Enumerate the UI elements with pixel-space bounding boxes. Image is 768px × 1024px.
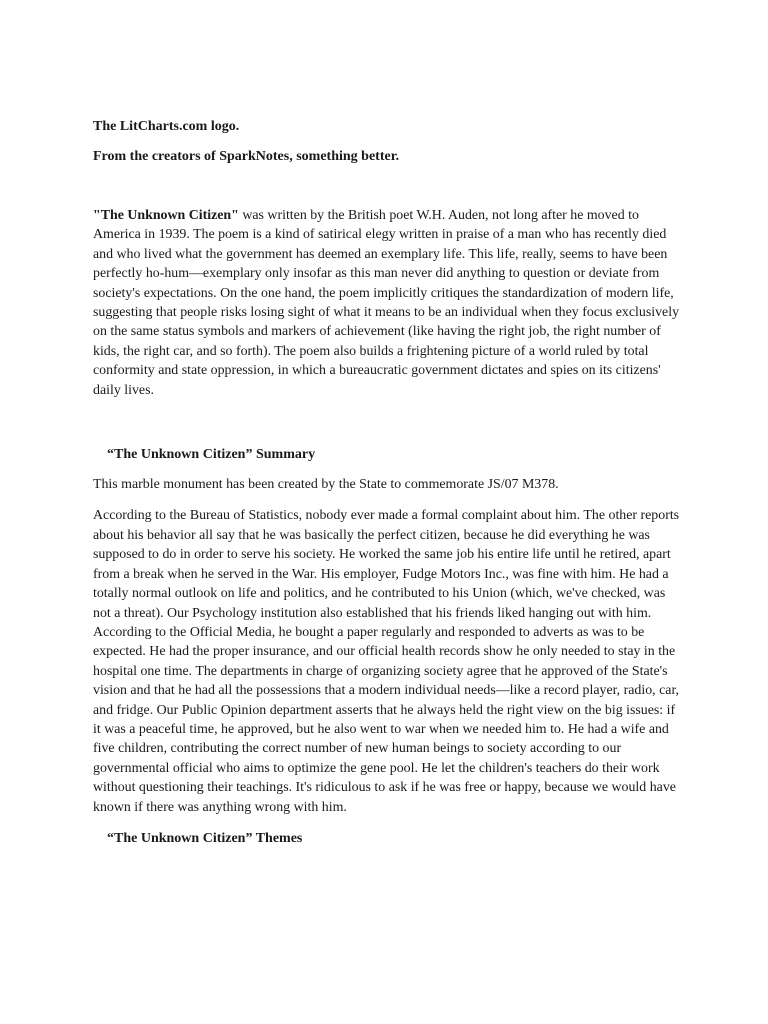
monument-paragraph: This marble monument has been created by the State to commemorate JS/07 M378. bbox=[93, 477, 559, 493]
themes-heading: “The Unknown Citizen” Themes bbox=[107, 830, 303, 846]
document-page bbox=[93, 117, 683, 859]
intro-text: was written by the British poet W.H. Auden, not long after he moved to America in 1939. The poem is a kind of satirical elegy written in praise of a man who has recently died and who lived what the government has deemed an exemplary life. This life, really, seems to have been perfectly ho-hum—exemplary only insofar as this man never did anything to question or deviate from society's expectations. On the one hand, the poem implicitly critiques the standardization of modern life, suggesting that people risks losing sight of what it means to be an individual when they focus exclusively on the same status symbols and markers of achievement (like having the right job, the right number of kids, the right car, and so forth). The poem also builds a frightening picture of a world ruled by total conformity and state oppression, in which a bureaucratic government dictates and spies on its citizens' daily lives. bbox=[93, 208, 680, 398]
intro-paragraph bbox=[93, 206, 683, 400]
summary-paragraph: According to the Bureau of Statistics, nobody ever made a formal complaint about him. The other reports about his behavior all say that he was basically the perfect citizen, because he did everything he was supposed to do in order to serve his society. He worked the same job his entire life until he retired, apart from a break when he served in the War. His employer, Fudge Motors Inc., was fine with him. He had a totally normal outlook on life and politics, and he contributed to his Union (which, we've checked, was not a threat). Our Psychology institution also established that his friends liked hanging out with him. According to the Official Media, he bought a paper regularly and responded to adverts as was to be expected. He had the proper insurance, and our official health records show he only needed to stay in the hospital one time. The departments in charge of organizing society agree that he approved of the State's vision and that he had all the possessions that a modern individual needs—like a record player, radio, car, and fridge. Our Public Opinion department asserts that he always held the right view on the big issues: if it was a peaceful time, he approved, but he also went to war when we needed him to. He had a wife and five children, contributing the correct number of new human beings to society according to our governmental official who aims to optimize the gene pool. He let the children's teachers do their work without questioning their teachings. It's ridiculous to ask if he was free or happy, because we would have known if there was anything wrong with him. bbox=[93, 508, 680, 815]
litcharts-logo-text: The LitCharts.com logo. bbox=[93, 119, 240, 134]
poem-title: "The Unknown Citizen" bbox=[93, 208, 239, 223]
tagline: From the creators of SparkNotes, something better. bbox=[93, 149, 400, 164]
summary-heading: “The Unknown Citizen” Summary bbox=[107, 447, 316, 463]
